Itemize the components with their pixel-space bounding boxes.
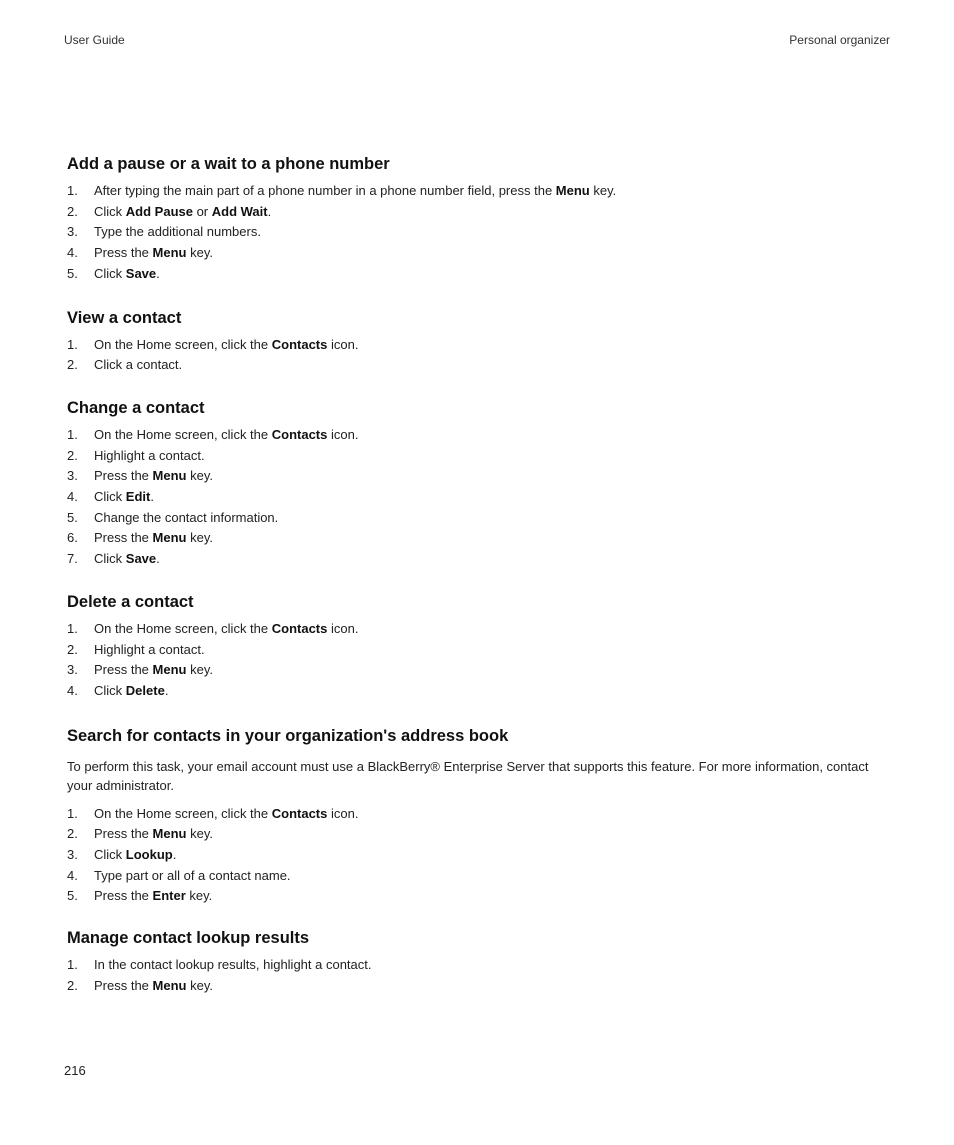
step-text: Highlight a contact. — [94, 447, 205, 463]
step-text: Press the — [94, 888, 153, 904]
section-heading: Add a pause or a wait to a phone number — [67, 155, 390, 173]
steps-list — [67, 804, 887, 908]
step-item — [67, 243, 887, 264]
step-text: key. — [185, 888, 213, 904]
step-text: key. — [186, 662, 213, 678]
step-ui-term: Menu — [152, 530, 187, 546]
step-item — [67, 425, 887, 446]
step-ui-term: Contacts — [271, 426, 328, 442]
step-ui-term: Add Pause — [125, 203, 193, 219]
step-number: 4. — [67, 867, 78, 883]
step-ui-term: Menu — [152, 826, 187, 842]
step-text: key. — [186, 530, 213, 546]
step-ui-term: Menu — [152, 662, 187, 678]
steps-list — [67, 335, 887, 376]
step-number: 4. — [67, 489, 78, 505]
step-number: 3. — [67, 224, 78, 240]
step-text: key. — [186, 826, 213, 842]
step-item — [67, 446, 887, 467]
step-number: 2. — [67, 203, 78, 219]
step-number: 2. — [67, 826, 78, 842]
step-text: or — [192, 203, 212, 219]
step-item — [67, 824, 887, 845]
step-item — [67, 660, 887, 681]
step-number: 4. — [67, 682, 78, 698]
step-text: . — [164, 682, 169, 698]
step-number: 2. — [67, 447, 78, 463]
step-text: key. — [186, 468, 213, 484]
step-item — [67, 355, 887, 376]
step-text: Press the — [94, 826, 153, 842]
steps-list — [67, 955, 887, 996]
section-heading: Change a contact — [67, 398, 205, 417]
step-number: 6. — [67, 530, 78, 546]
page-number: 216 — [64, 1063, 86, 1078]
step-text: key. — [589, 183, 617, 198]
step-number: 1. — [67, 426, 78, 442]
section-heading: Delete a contact — [67, 592, 194, 611]
section-heading: Manage contact lookup results — [67, 929, 310, 948]
step-item — [67, 508, 887, 529]
section-heading: View a contact — [67, 308, 182, 327]
step-ui-term: Menu — [555, 183, 590, 198]
step-text: icon. — [327, 620, 359, 636]
section-add-pause-wait — [67, 154, 887, 285]
step-text: . — [156, 265, 160, 281]
step-ui-term: Contacts — [271, 805, 328, 821]
step-item — [67, 487, 887, 508]
step-text: key. — [186, 977, 213, 993]
step-text: Click — [94, 265, 126, 281]
step-number: 1. — [67, 336, 78, 352]
step-text: Click a contact. — [94, 357, 183, 373]
steps-list — [67, 181, 887, 285]
step-item — [67, 181, 887, 202]
step-text: Click — [94, 203, 126, 219]
step-ui-term: Menu — [152, 245, 187, 261]
step-text: icon. — [327, 805, 359, 821]
step-number: 2. — [67, 641, 78, 657]
step-number: 5. — [67, 265, 78, 281]
step-ui-term: Enter — [152, 888, 186, 904]
step-text: Press the — [94, 468, 153, 484]
step-number: 1. — [67, 805, 78, 821]
step-text: Type part or all of a contact name. — [94, 867, 291, 883]
step-item — [67, 549, 887, 570]
page-content — [67, 154, 887, 997]
step-text: Press the — [94, 245, 153, 261]
step-number: 3. — [67, 847, 78, 863]
step-number: 1. — [67, 183, 78, 198]
step-ui-term: Edit — [125, 489, 151, 505]
step-number: 5. — [67, 509, 78, 525]
step-text: Click — [94, 682, 126, 698]
step-item — [67, 335, 887, 356]
step-text: . — [156, 551, 160, 567]
step-text: Press the — [94, 662, 153, 678]
steps-list — [67, 619, 887, 702]
section-manage-lookup-results — [67, 928, 887, 996]
step-text: . — [150, 489, 154, 505]
step-item — [67, 222, 887, 243]
step-item — [67, 866, 887, 887]
step-number: 2. — [67, 357, 78, 373]
step-number: 7. — [67, 551, 78, 567]
step-text: On the Home screen, click the — [94, 336, 272, 352]
step-ui-term: Delete — [125, 682, 165, 698]
steps-list — [67, 425, 887, 570]
step-text: Click — [94, 847, 126, 863]
step-item — [67, 976, 887, 997]
step-item — [67, 264, 887, 285]
step-ui-term: Save — [125, 265, 157, 281]
section-intro: To perform this task, your email account must use a BlackBerry® Enterprise Server that supports this feature. For more information, contact your administrator. — [67, 758, 869, 793]
step-number: 2. — [67, 977, 78, 993]
step-text: . — [172, 847, 177, 863]
step-item — [67, 804, 887, 825]
section-change-contact — [67, 398, 887, 570]
step-text: Press the — [94, 977, 153, 993]
step-number: 5. — [67, 888, 78, 904]
step-text: Click — [94, 551, 126, 567]
step-text: . — [267, 203, 272, 219]
header-chapter-title: Personal organizer — [789, 33, 890, 47]
header-guide-title: User Guide — [64, 33, 125, 47]
step-item — [67, 640, 887, 661]
step-text: Click — [94, 489, 126, 505]
step-item — [67, 955, 887, 976]
step-text: key. — [186, 245, 213, 261]
step-text: On the Home screen, click the — [94, 426, 272, 442]
step-text: icon. — [327, 336, 359, 352]
step-item — [67, 466, 887, 487]
step-ui-term: Menu — [152, 977, 187, 993]
step-text: icon. — [327, 426, 359, 442]
step-text: Highlight a contact. — [94, 641, 205, 657]
step-number: 1. — [67, 957, 78, 973]
section-delete-contact — [67, 592, 887, 702]
step-text: Change the contact information. — [94, 509, 279, 525]
step-item — [67, 886, 887, 907]
step-number: 3. — [67, 662, 78, 678]
step-text: Press the — [94, 530, 153, 546]
section-search-contacts — [67, 726, 887, 908]
step-text: Type the additional numbers. — [94, 224, 261, 240]
step-item — [67, 202, 887, 223]
section-heading: Search for contacts in your organization's address book — [67, 726, 509, 745]
section-view-contact — [67, 308, 887, 376]
step-text: On the Home screen, click the — [94, 805, 272, 821]
step-text: After typing the main part of a phone number in a phone number field, press the — [94, 183, 556, 198]
step-number: 4. — [67, 245, 78, 261]
step-item — [67, 845, 887, 866]
step-item — [67, 528, 887, 549]
step-text: On the Home screen, click the — [94, 620, 272, 636]
step-ui-term: Lookup — [125, 847, 173, 863]
step-number: 1. — [67, 620, 78, 636]
step-ui-term: Add Wait — [211, 203, 268, 219]
step-ui-term: Contacts — [271, 336, 328, 352]
step-item — [67, 681, 887, 702]
step-number: 3. — [67, 468, 78, 484]
step-ui-term: Contacts — [271, 620, 328, 636]
step-ui-term: Menu — [152, 468, 187, 484]
step-item — [67, 619, 887, 640]
step-text: In the contact lookup results, highlight a contact. — [94, 957, 372, 973]
step-ui-term: Save — [125, 551, 157, 567]
